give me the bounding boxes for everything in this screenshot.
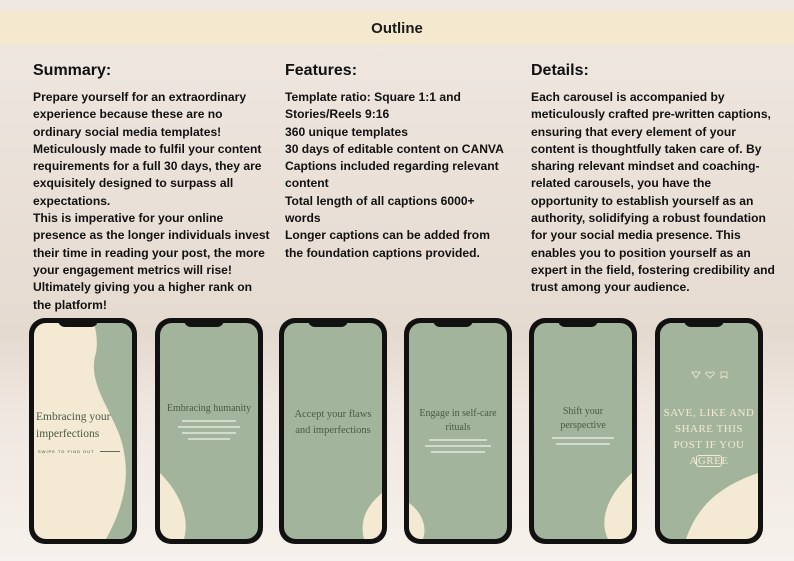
- outline-banner: [0, 11, 794, 45]
- swipe-tag: SWIPE TO FIND OUT: [38, 449, 95, 454]
- caption-line: [431, 451, 485, 453]
- footer-line: [100, 451, 120, 452]
- caption-line: [556, 443, 610, 445]
- slide-preview-6: [660, 323, 758, 539]
- slide-preview-3: [284, 323, 382, 539]
- feature-item: Template ratio: Square 1:1 and Stories/Reels 9:16: [285, 90, 461, 122]
- phone-mockup-4: [404, 318, 512, 544]
- features-heading: Features:: [285, 62, 358, 79]
- summary-heading: Summary:: [33, 62, 112, 79]
- phone-mockup-5: [529, 318, 637, 544]
- slide-preview-5: [534, 323, 632, 539]
- share-icon-row: [690, 370, 730, 380]
- slide-preview-4: [409, 323, 507, 539]
- phone-mockup-1: [29, 318, 137, 544]
- details-paragraph: Each carousel is accompanied by meticulously crafted pre-written captions, ensuring that every element of your content is thoughtfully taken care of. By sharing relevant mindset and coaching-related carousels, you have the opportunity to establish yourself as an authority, solidifying a robust foundation for your social media presence. This enables you to position yourself as an expert in the field, fostering credibility and trust among your audience.: [531, 90, 775, 295]
- phone-mockup-6: [655, 318, 763, 544]
- feature-item: 30 days of editable content on CANVA: [285, 141, 504, 156]
- details-section: [531, 62, 776, 297]
- page-title: Outline: [371, 19, 423, 37]
- phone-notch: [58, 318, 98, 327]
- phone-notch: [433, 318, 473, 327]
- phone-notch: [558, 318, 598, 327]
- summary-paragraph: Ultimately giving you a higher rank on the platform!: [33, 280, 253, 312]
- caption-line: [188, 438, 230, 440]
- slide-title: Engage in self-care rituals: [419, 408, 497, 433]
- slide-title: Embracing humanity: [166, 403, 252, 414]
- phone-notch: [684, 318, 724, 327]
- caption-line: [182, 432, 236, 434]
- feature-item: Captions included regarding relevant content: [285, 159, 499, 191]
- slide-title: Accept your flaws and imperfections: [294, 409, 372, 436]
- summary-paragraph: Prepare yourself for an extraordinary experience because these are no ordinary social media templates!: [33, 90, 247, 139]
- save-like-share-icons: [690, 367, 730, 377]
- features-section: [285, 62, 510, 262]
- feature-item: Total length of all captions 6000+ words: [285, 193, 475, 226]
- slide-preview-2: [160, 323, 258, 539]
- phone-mockup-3: [279, 318, 387, 544]
- feature-item: 360 unique templates: [285, 124, 408, 139]
- caption-line: [425, 445, 491, 447]
- cream-corner-shape: [160, 323, 258, 539]
- slide-title: Shift your perspective: [560, 406, 606, 431]
- caption-line: [178, 426, 240, 428]
- phone-notch: [184, 318, 224, 327]
- caption-line: [429, 439, 487, 441]
- details-heading: Details:: [531, 62, 589, 79]
- phone-notch: [308, 318, 348, 327]
- summary-paragraph: This is imperative for your online presence as the longer individuals invest their time in reading your post, the more your engagement metrics will rise!: [33, 211, 270, 277]
- slide-title: SAVE, LIKE AND SHARE THIS POST IF YOU AGREE: [663, 407, 755, 467]
- slide-title: Embracing your imperfections: [36, 411, 111, 440]
- logo-badge: [696, 455, 722, 467]
- feature-item: Longer captions can be added from the foundation captions provided.: [285, 228, 490, 260]
- slide-preview-1: [34, 323, 132, 539]
- caption-line: [182, 420, 236, 422]
- summary-section: [33, 62, 273, 314]
- phone-mockup-2: [155, 318, 263, 544]
- summary-paragraph: Meticulously made to fulfil your content requirements for a full 30 days, they are exquisitely designed to surpass all expectations.: [33, 141, 262, 208]
- caption-line: [552, 437, 614, 439]
